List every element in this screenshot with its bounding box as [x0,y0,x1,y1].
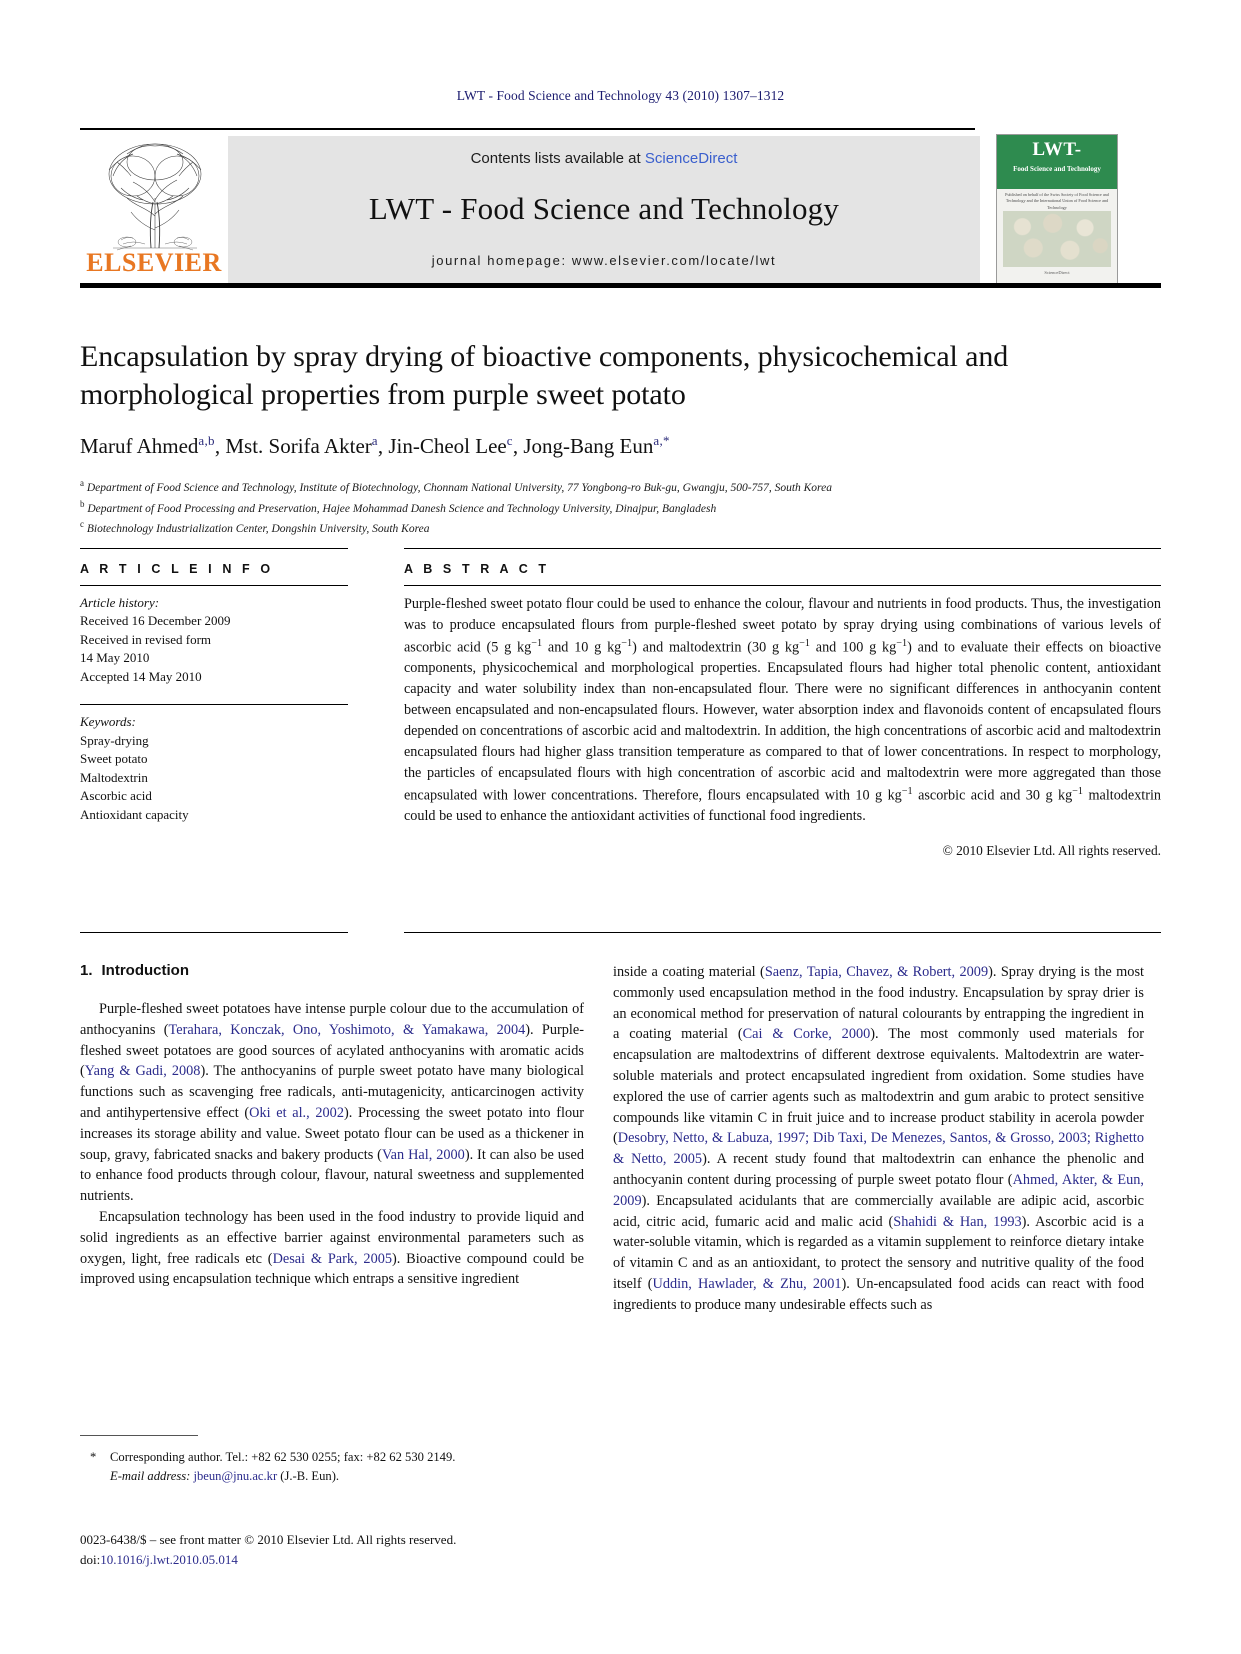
abstract-text: Purple-fleshed sweet potato flour could be used to enhance the colour, flavour and nutrients in food products. Thus, the investigation was to produce encapsulated flours from purple-fleshed sweet potato by spray drying using combinations of various levels of ascorbic acid (5 g $kg^{-1}$ and 10 g $kg^{-1}$) and maltodextrin (30 g $kg^{-1}$ and 100 g $kg^{-1}$) and to evaluate their effects on bioactive components, physicochemical and morphological properties. Encapsulated flours had higher total phenolic content, antioxidant capacity and water solubility index than non-encapsulated flour. There were no significant differences in anthocyanin content between encapsulated and non-encapsulated flours. However, water absorption index and flavonoids content of encapsulated flours depended on concentrations of ascorbic acid and maltodextrin. In addition, the high concentrations of ascorbic acid and maltodextrin encapsulated flours had higher glass transition temperature as compared to that of lower concentrations. In respect to morphology, the particles of encapsulated flours with high concentration of ascorbic acid and maltodextrin were more aggregated than those encapsulated with lower concentrations. Therefore, flours encapsulated with 10 g $kg^{-1}$ ascorbic acid and 30 g $kg^{-1}$ maltodextrin could be used to enhance the antioxidant activities of functional food ingredients. [404,596,1161,825]
journal-cover-thumbnail [996,134,1118,285]
abstract-column [404,562,1161,859]
journal-masthead [80,128,1161,290]
citation-link[interactable]: Desai & Park, 2005 [272,1250,393,1267]
masthead-top-rule [80,128,975,130]
issn-copyright-line: 0023-6438/$ – see front matter © 2010 Elsevier Ltd. All rights reserved. [80,1532,457,1547]
keywords-label: Keywords: [80,714,136,730]
author-name: Jin-Cheol Lee [388,434,507,458]
citation-link[interactable]: Shahidi & Han, 1993 [893,1213,1022,1230]
author-affiliation-marker: a,* [653,433,670,448]
article-history-label: Article history: [80,595,160,610]
citation-link[interactable]: Yang & Gadi, 2008 [84,1063,201,1080]
journal-homepage-link[interactable]: journal homepage: www.elsevier.com/locate/lwt [431,253,777,268]
author-affiliation-marker: c [506,433,513,448]
keyword-item: Spray-drying [80,732,149,748]
unit-exponent: −1 [901,785,913,797]
author-name: Mst. Sorifa Akter [225,434,372,458]
cover-title: LWT- [1032,139,1082,160]
keywords-block [80,713,348,824]
abstract-copyright: © 2010 Elsevier Ltd. All rights reserved. [942,843,1161,859]
affiliation-list [80,477,1090,539]
citation-link[interactable]: Cai & Corke, 2000 [742,1026,871,1043]
affiliation-line: $^b$ Department of Food Processing and Preservation, Hajee Mohammad Danesh Science and Technology University, Dinajpur, Bangladesh [80,498,717,515]
doi-label: doi: [80,1551,101,1567]
elsevier-logo [83,136,225,284]
introduction-right-text [613,962,1144,1316]
citation-link[interactable]: Desobry, Netto, & Labuza, 1997; Dib Taxi, De Menezes, Santos, & Grosso, 2003; Righetto & Netto, 2005 [613,1130,1144,1168]
author-name: Maruf Ahmed [80,434,199,458]
article-history-line: Received 16 December 2009 [80,613,231,629]
keyword-item: Maltodextrin [80,769,148,785]
front-matter-block [80,1530,640,1569]
article-info-top-rule [80,548,348,549]
doi-link[interactable]: 10.1016/j.lwt.2010.05.014 [100,1551,238,1567]
abstract-divider [404,585,1161,586]
footnote-line-tel [80,1448,584,1467]
author-list: Maruf Ahmed$^{a,b}$, Mst. Sorifa Akter$^a$, Jin-Cheol Lee$^c$, Jong-Bang Eun$^{a,*}$ [80,433,670,458]
affiliation-line: $^c$ Biotechnology Industrialization Center, Dongshin University, South Korea [80,519,430,536]
journal-band [228,136,980,284]
citation-link[interactable]: Saenz, Tapia, Chavez, & Robert, 2009 [764,964,989,980]
email-owner: (J.-B. Eun). [280,1468,340,1483]
section-number: 1. [80,962,93,979]
article-history-line: Received in revised form [80,631,212,647]
keyword-lines [80,732,348,824]
affiliation-marker: a [80,478,84,488]
footnote-body [80,1448,584,1486]
email-link[interactable]: jbeun@jnu.ac.kr [193,1468,278,1483]
keyword-item: Ascorbic acid [80,788,152,804]
body-paragraph: inside a coating material (Saenz, Tapia, Chavez, & Robert, 2009). Spray drying is the most commonly used encapsulation method in the food industry. Encapsulation by spray drier is an economical method for preservation of natural colourants by entrapping the ingredient in a coating material (Cai & Corke, 2000). The most commonly used materials for encapsulation are maltodextrins of different dextrose equivalents. Maltodextrin are water-soluble materials and protect encapsulated ingredient from oxidation. Some studies have explored the use of carrier agents such as maltodextrin and gum arabic to protect sensitive compounds like vitamin C in fruit juice and to increase product stability in acerola powder (Desobry, Netto, & Labuza, 1997; Dib Taxi, De Menezes, Santos, & Grosso, 2003; Righetto & Netto, 2005). A recent study found that maltodextrin can enhance the phenolic and anthocyanin content during processing of purple sweet potato flour (Ahmed, Akter, & Eun, 2009). Encapsulated acidulants that are commercially available are adipic acid, ascorbic acid, citric acid, fumaric acid and malic acid (Shahidi & Han, 1993). Ascorbic acid is a water-soluble vitamin, which is regarded as a vitamin supplement to reinforce dietary intake of vitamin C and as an antioxidant, to protect the sensory and nutritive quality of the food itself (Uddin, Hawlader, & Zhu, 2001). Un-encapsulated food acids can react with food ingredients to produce many undesirable effects such as [613,964,1145,1313]
body-paragraph: Purple-fleshed sweet potatoes have intense purple colour due to the accumulation of anthocyanins (Terahara, Konczak, Ono, Yoshimoto, & Yamakawa, 2004). Purple-fleshed sweet potatoes are good sources of acylated anthocyanins with aromatic acids (Yang & Gadi, 2008). The anthocyanins of purple sweet potato have many biological functions such as scavenging free radicals, anti-mutagenicity, anticarcinogen activity and antihypertensive effect (Oki et al., 2002). Processing the sweet potato into flour increases its storage ability and value. Sweet potato flour can be used as a thickener in soup, gravy, fabricated snacks and bakery products (Van Hal, 2000). It can also be used to enhance food products through colour, flavour, natural sweetness and supplemented nutrients. [80,1001,585,1205]
keyword-item: Antioxidant capacity [80,806,189,822]
body-column-left [80,962,584,1290]
article-info-bottom-rule [80,932,348,933]
contents-prefix: Contents lists available at [470,150,645,167]
sciencedirect-link[interactable]: ScienceDirect [644,150,738,167]
body-paragraph: Encapsulation technology has been used in the food industry to provide liquid and solid ingredients as an effective barrier against environmental parameters such as oxygen, light, free radicals etc (Desai & Park, 2005). Bioactive compound could be improved using encapsulation technique which entraps a sensitive ingredient [80,1208,584,1288]
cover-subtitle: Food Science and Technology [1013,165,1101,173]
unit-exponent: −1 [896,637,908,649]
abstract-heading: A B S T R A C T [404,562,550,576]
cover-photo-image [1003,211,1111,267]
footnote-line-email [80,1467,584,1486]
article-info-heading: A R T I C L E I N F O [80,562,274,576]
introduction-left-text [80,999,584,1290]
citation-link[interactable]: Ahmed, Akter, & Eun, 2009 [613,1171,1144,1209]
section-title: Introduction [101,962,189,979]
abstract-top-rule [404,548,1161,549]
article-history-line: Accepted 14 May 2010 [80,668,202,684]
article-history-line: 14 May 2010 [80,650,150,666]
running-head: LWT - Food Science and Technology 43 (2010) 1307–1312 [456,88,785,103]
elsevier-wordmark: ELSEVIER [86,248,222,277]
masthead-bottom-rule [80,283,1161,288]
email-address-label: E-mail address: [110,1468,191,1483]
article-history-block [80,594,348,686]
article-history-lines [80,612,348,686]
page-title: Encapsulation by spray drying of bioactive components, physicochemical and morphological properties from purple sweet potato [80,340,1009,411]
unit-exponent: −1 [799,637,810,649]
citation-link[interactable]: Oki et al., 2002 [249,1104,344,1121]
affiliation-marker: b [80,498,85,509]
cover-footer-text: ScienceDirect [1044,270,1070,275]
cover-meta-text: Published on behalf of the Swiss Society of Food Science and Technology and the International Union of Food Science and Technology [1005,192,1109,210]
title-block [80,338,1090,539]
author-affiliation-marker: a [371,433,378,448]
keyword-item: Sweet potato [80,751,148,767]
corresponding-author-text: Corresponding author. Tel.: +82 62 530 0255; fax: +82 62 530 2149. [110,1450,456,1464]
citation-link[interactable]: Van Hal, 2000 [381,1146,465,1163]
doi-line [80,1550,640,1570]
section-heading-introduction [80,962,584,979]
contents-list-line [228,150,980,167]
corresponding-author-footnote [80,1435,584,1486]
abstract-bottom-rule [404,932,1161,933]
unit-exponent: −1 [1072,785,1084,797]
article-info-column [80,562,348,824]
journal-title: LWT - Food Science and Technology [368,191,840,226]
footnote-rule [80,1435,198,1436]
keywords-divider [80,704,348,705]
citation-link[interactable]: Terahara, Konczak, Ono, Yoshimoto, & Yamakawa, 2004 [168,1021,526,1038]
author-name: Jong-Bang Eun [523,434,654,458]
article-info-divider [80,585,348,586]
body-column-right [613,962,1144,1316]
footnote-star-marker: * [90,1450,97,1464]
unit-exponent: −1 [621,637,633,649]
elsevier-tree-icon [91,136,219,254]
citation-link[interactable]: Uddin, Hawlader, & Zhu, 2001 [652,1275,842,1292]
affiliation-marker: c [80,519,84,530]
author-affiliation-marker: a,b [198,433,215,448]
unit-exponent: −1 [531,637,543,649]
affiliation-line: $^a$ Department of Food Science and Technology, Institute of Biotechnology, Chonnam National University, 77 Yongbong-ro Buk-gu, Gwangju, 500-757, South Korea [80,478,832,494]
